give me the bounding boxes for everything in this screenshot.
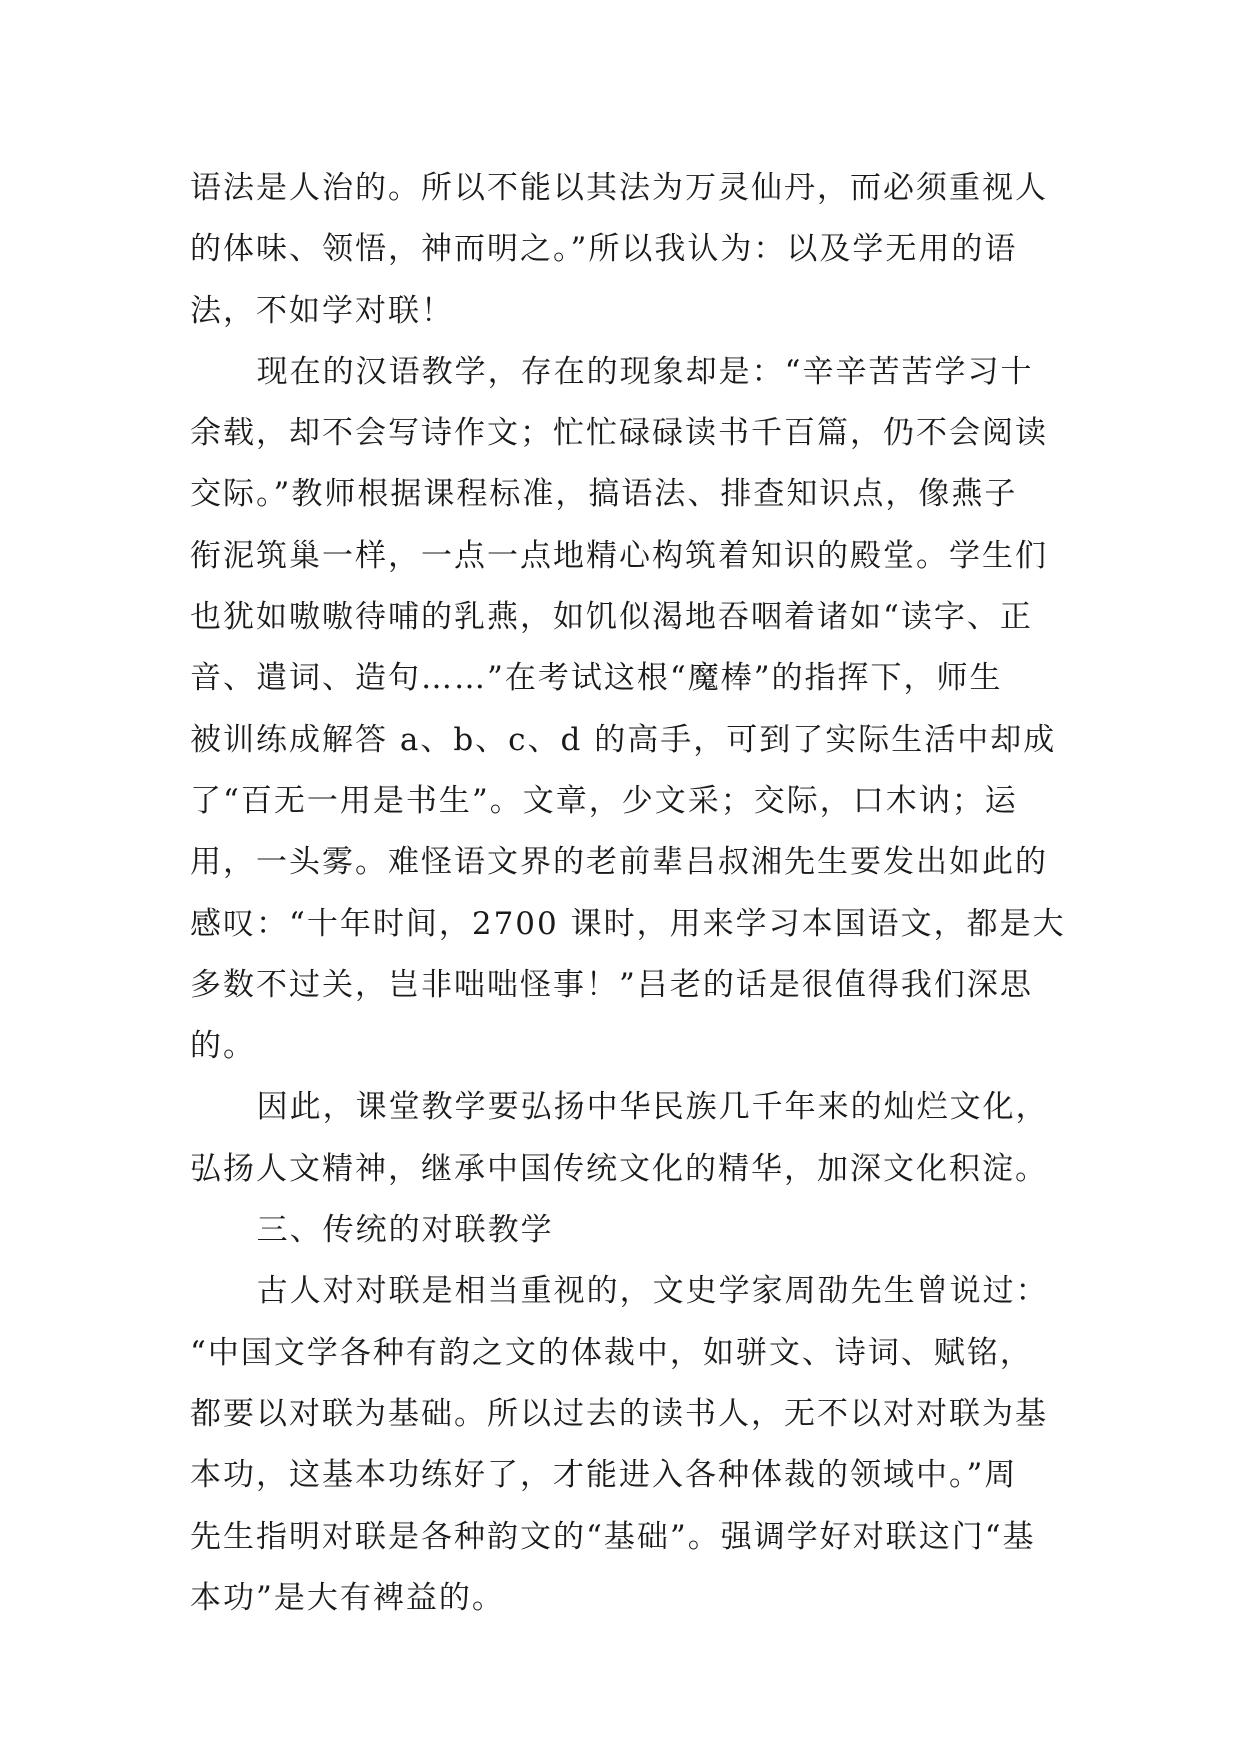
- text-line: 多数不过关，岂非咄咄怪事！”吕老的话是很值得我们深思: [190, 966, 1033, 1003]
- text-line: 余载，却不会写诗作文；忙忙碌碌读书千百篇，仍不会阅读: [190, 415, 1048, 452]
- text-line: 了“百无一用是书生”。文章，少文采；交际，口木讷；运: [190, 782, 1018, 819]
- paragraph-3: [190, 1077, 1070, 1200]
- text-line: 被训练成解答 a、b、c、d 的高手，可到了实际生活中却成: [190, 721, 1057, 758]
- text-line: 语法是人治的。所以不能以其法为万灵仙丹，而必须重视人: [190, 170, 1048, 206]
- text-line: 也犹如嗷嗷待哺的乳燕，如饥似渴地吞咽着诸如“读字、正: [190, 599, 1033, 636]
- text-line: 古人对对联是相当重视的，文史学家周劭先生曾说过：: [256, 1273, 1049, 1310]
- paragraph-4: [190, 1261, 1070, 1629]
- section-heading: [190, 1200, 1070, 1261]
- text-line: 本功，这基本功练好了，才能进入各种体裁的领域中。”周: [190, 1457, 1018, 1494]
- text-line: 的体味、领悟，神而明之。”所以我认为：以及学无用的语: [190, 231, 1018, 268]
- paragraph-1: [190, 158, 1070, 342]
- text-line: 弘扬人文精神，继承中国传统文化的精华，加深文化积淀。: [190, 1150, 1048, 1187]
- document-body: [190, 158, 1070, 1629]
- text-line: 衔泥筑巢一样，一点一点地精心构筑着知识的殿堂。学生们: [190, 537, 1048, 574]
- text-line: 法，不如学对联！: [190, 292, 454, 329]
- text-line: 的。: [190, 1028, 256, 1065]
- text-line: 本功”是大有裨益的。: [190, 1579, 505, 1616]
- text-line: 现在的汉语教学，存在的现象却是：“辛辛苦苦学习十: [256, 353, 1034, 390]
- paragraph-2: [190, 342, 1070, 1078]
- text-line: 交际。”教师根据课程标准，搞语法、排查知识点，像燕子: [190, 476, 1018, 513]
- text-line: 先生指明对联是各种韵文的“基础”。强调学好对联这门“基: [190, 1518, 1036, 1555]
- text-line: 用，一头雾。难怪语文界的老前辈吕叔湘先生要发出如此的: [190, 844, 1048, 881]
- text-line: 音、遣词、造句……”在考试这根“魔棒”的指挥下，师生: [190, 660, 1003, 697]
- text-line: 三、传统的对联教学: [256, 1212, 554, 1249]
- text-line: 感叹：“十年时间，2700 课时，用来学习本国语文，都是大: [190, 905, 1066, 942]
- text-line: 因此，课堂教学要弘扬中华民族几千年来的灿烂文化，: [256, 1089, 1049, 1126]
- text-line: 都要以对联为基础。所以过去的读书人，无不以对对联为基: [190, 1395, 1048, 1432]
- text-line: “中国文学各种有韵之文的体裁中，如骈文、诗词、赋铭，: [190, 1334, 1033, 1371]
